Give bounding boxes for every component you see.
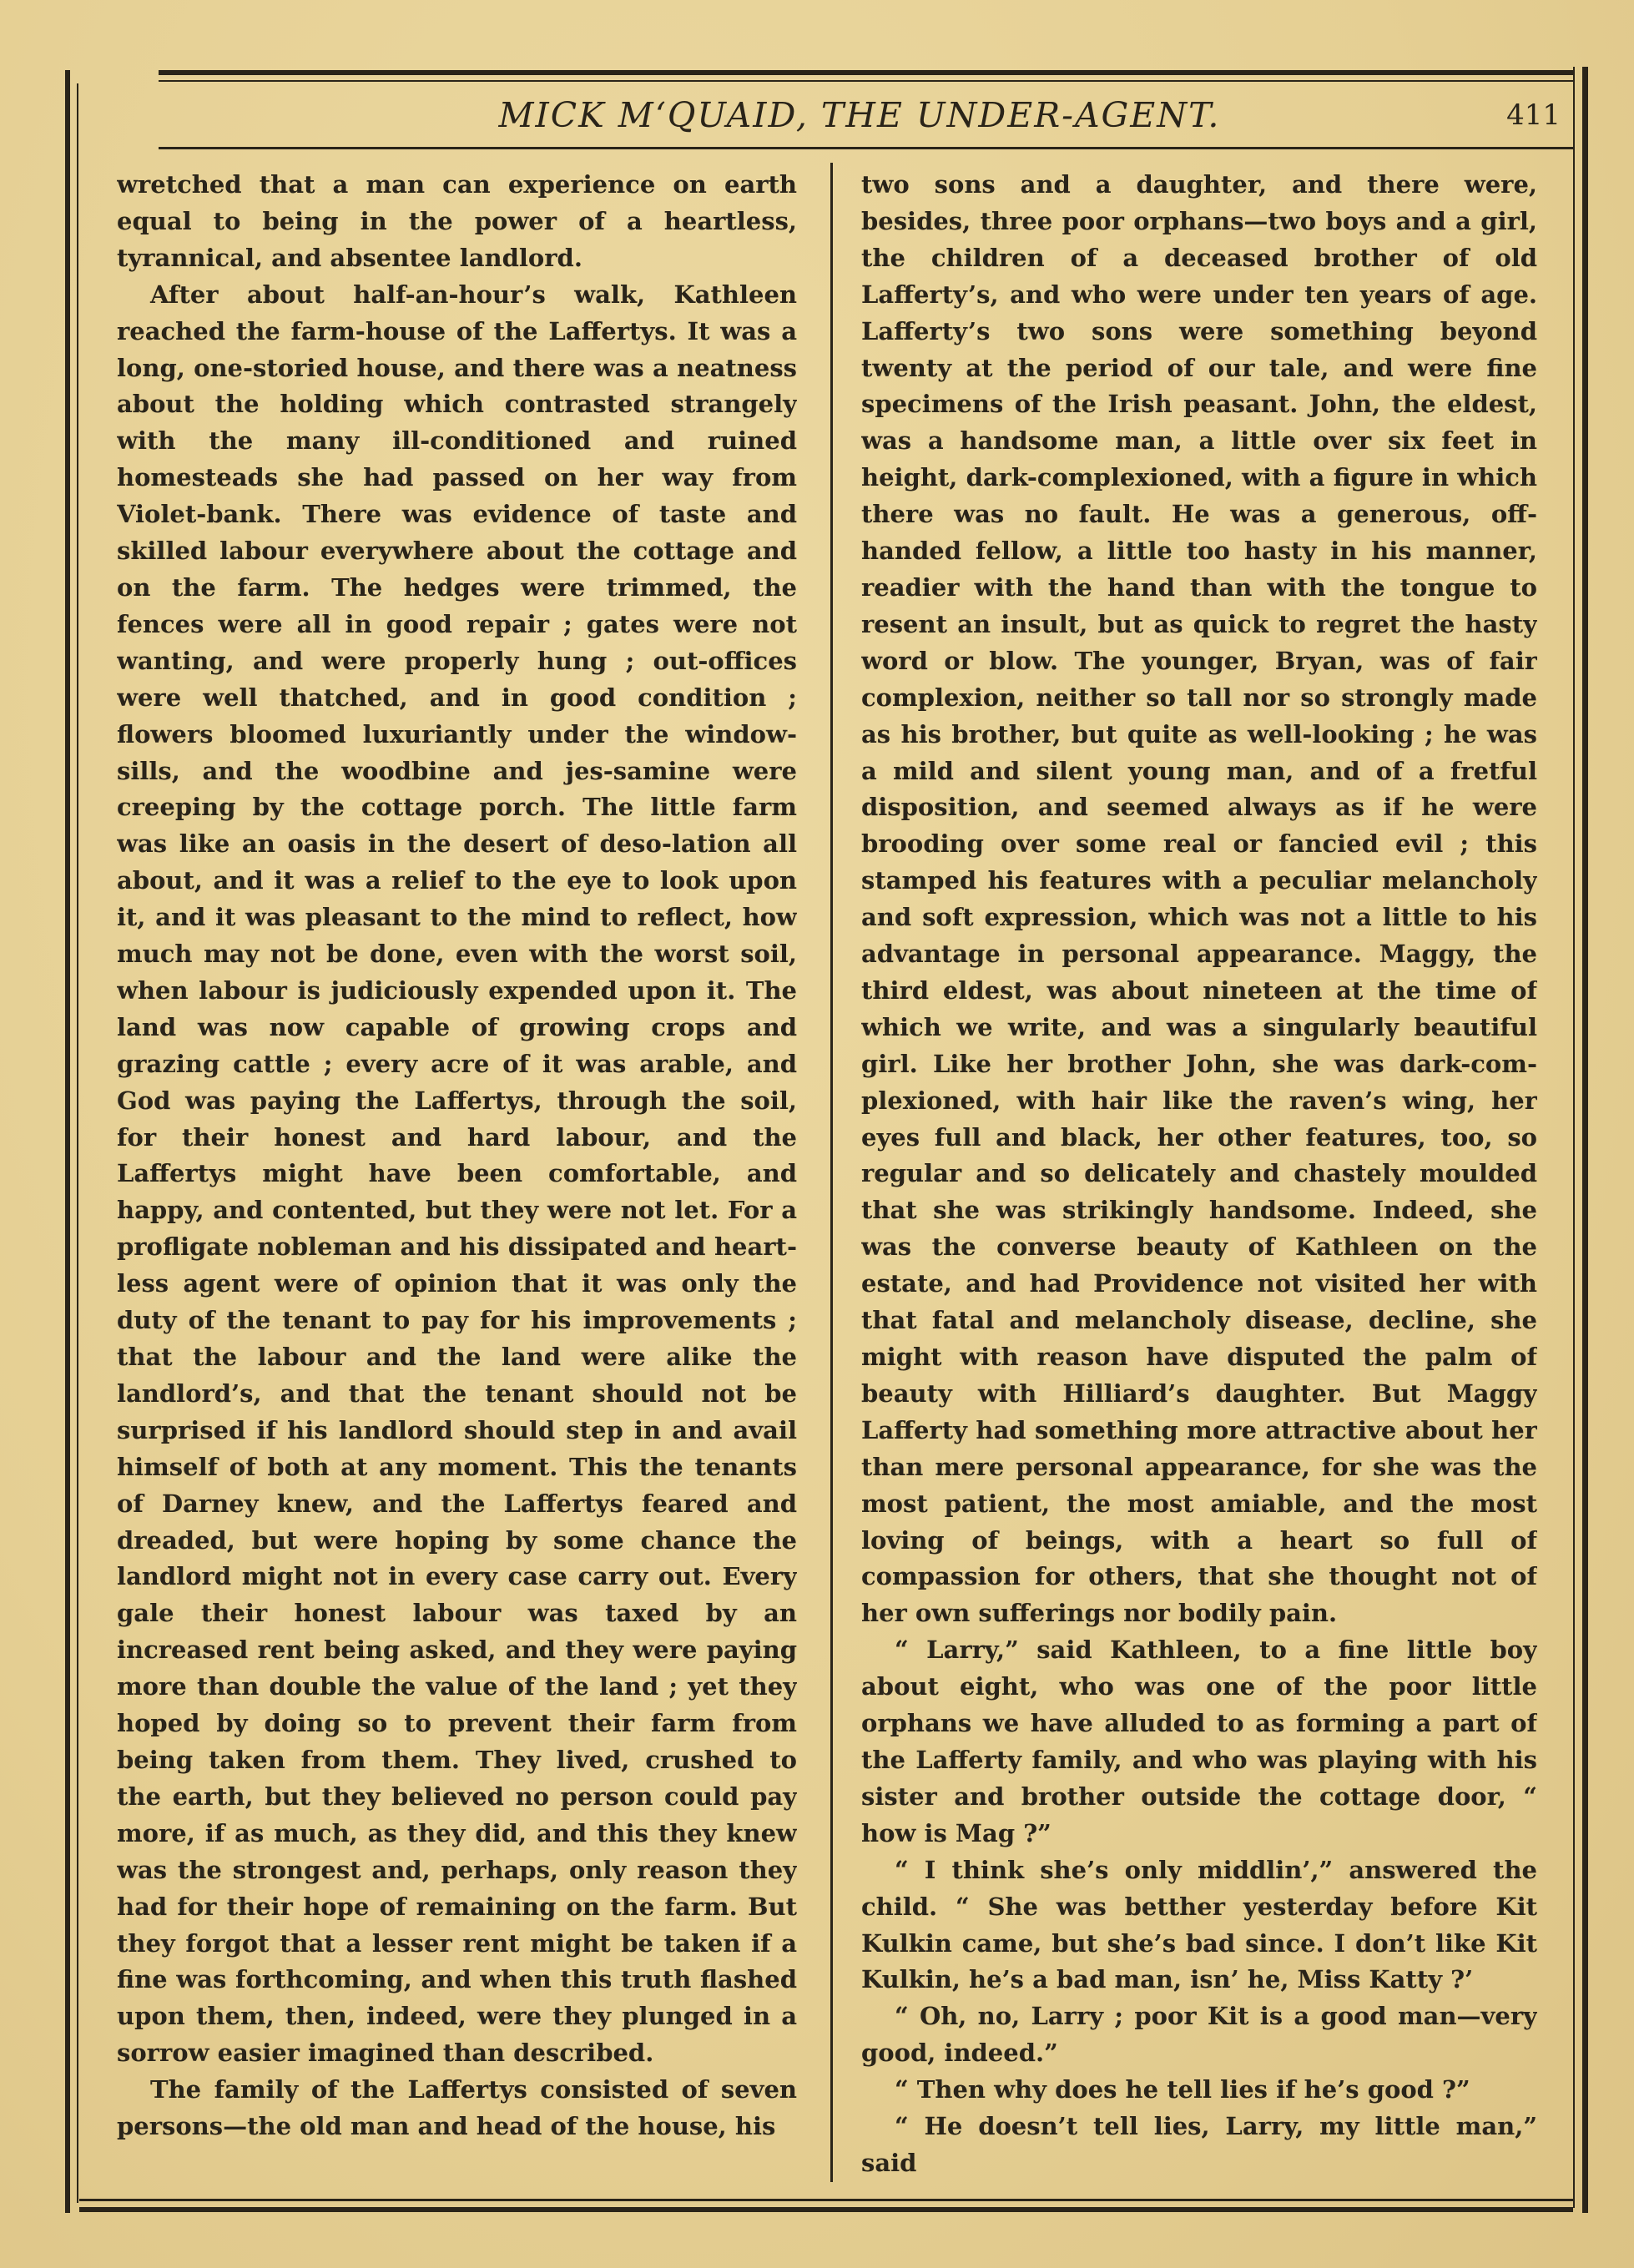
right-border-thick (1582, 67, 1588, 2213)
left-border-thick (65, 70, 70, 2213)
paragraph: “ Larry,” said Kathleen, to a fine little boy about eight, who was one of the poor little orphans we have alluded to as forming a part of the Lafferty family, and who was playing with his sister and brother outside the cottage door, “ how is Mag ?” (861, 1635, 1537, 1847)
paragraph: The family of the Laffertys consisted of seven persons—the old man and head of the house, his (117, 2075, 797, 2141)
bottom-rule-thick (79, 2207, 1573, 2212)
paragraph: After about half-an-hour’s walk, Kathleen reached the farm-house of the Laffertys. It was a long, one-storied house, and there was a neatness about the holding which contrasted strangely with the many ill-conditioned and ruined homesteads she had passed on her way from Violet-bank. There was evidence of taste and skilled labour everywhere about the cottage and on the farm. The hedges were trimmed, the fences were all in good repair ; gates were not wanting, and were properly hung ; out-offices were well thatched, and in good condition ; flowers bloomed luxuriantly under the window-sills, and the woodbine and jes-samine were creeping by the cottage porch. The little farm was like an oasis in the desert of deso-lation all about, and it was a relief to the eye to look upon it, and it was pleasant to the mind to reflect, how much may not be done, even with the worst soil, when labour is judiciously expended upon it. The land was now capable of growing crops and grazing cattle ; every acre of it was arable, and God was paying the Laffertys, through the soil, for their honest and hard labour, and the Laffertys might have been comfortable, and happy, and contented, but they were not let. For a profligate nobleman and his dissipated and heart-less agent were of opinion that it was only the duty of the tenant to pay for his improvements ; that the labour and the land were alike the landlord’s, and that the tenant should not be surprised if his landlord should step in and avail himself of both at any moment. This the tenants of Darney knew, and the Laffertys feared and dreaded, but were hoping by some chance the landlord might not in every case carry out. Every gale their honest labour was taxed by an increased rent being asked, and they were paying more than double the value of the land ; yet they hoped by doing so to prevent their farm from being taken from them. They lived, crushed to the earth, but they believed no person could pay more, if as much, as they did, and this they knew was the strongest and, perhaps, only reason they had for their hope of remaining on the farm. But they forgot that a lesser rent might be taken if a fine was forthcoming, and when this truth flashed upon them, then, indeed, were they plunged in a sorrow easier imagined than described. (117, 280, 797, 2068)
paragraph: “ Oh, no, Larry ; poor Kit is a good man—very good, indeed.” (861, 2002, 1537, 2068)
paragraph: wretched that a man can experience on earth equal to being in the power of a heartless, tyrannical, and absentee landlord. (117, 170, 797, 272)
paragraph: two sons and a daughter, and there were, besides, three poor orphans—two boys and a girl, the children of a deceased brother of old Lafferty’s, and who were under ten years of age. Lafferty’s two sons were something beyond twenty at the period of our tale, and were fine specimens of the Irish peasant. John, the eldest, was a handsome man, a little over six feet in height, dark-complexioned, with a figure in which there was no fault. He was a generous, off-handed fellow, a little too hasty in his manner, readier with the hand than with the tongue to resent an insult, but as quick to regret the hasty word or blow. The younger, Bryan, was of fair complexion, neither so tall nor so strongly made as his brother, but quite as well-looking ; he was a mild and silent young man, and of a fretful disposition, and seemed always as if he were brooding over some real or fancied evil ; this stamped his features with a peculiar melancholy and soft expression, which was not a little to his advantage in personal appearance. Maggy, the third eldest, was about nineteen at the time of which we write, and was a singularly beautiful girl. Like her brother John, she was dark-com-plexioned, with hair like the raven’s wing, her eyes full and black, her other features, too, so regular and so delicately and chastely moulded that she was strikingly handsome. Indeed, she was the converse beauty of Kathleen on the estate, and had Providence not visited her with that fatal and melancholy disease, decline, she might with reason have disputed the palm of beauty with Hilliard’s daughter. But Maggy Lafferty had something more attractive about her than mere personal appearance, for she was the most patient, the most amiable, and the most loving of beings, with a heart so full of compassion for others, that she thought not of her own sufferings nor bodily pain. (861, 170, 1537, 1628)
column-divider (830, 163, 833, 2182)
left-column (117, 167, 797, 2186)
paragraph: “ I think she’s only middlin’,” answered the child. “ She was betther yesterday before Kit Kulkin came, but she’s bad since. I don’t like Kit Kulkin, he’s a bad man, isn’ he, Miss Katty ?’ (861, 1855, 1537, 1994)
top-double-rule-thick (159, 70, 1573, 75)
paragraph: “ Then why does he tell lies if he’s good ?” (895, 2075, 1470, 2104)
top-double-rule-thin (159, 80, 1573, 82)
running-title: MICK M‘QUAID, THE UNDER-AGENT. (498, 95, 1221, 135)
paragraph: “ He doesn’t tell lies, Larry, my little man,” said (861, 2112, 1537, 2177)
right-border-thin (1573, 67, 1575, 2208)
header-underline (159, 147, 1573, 149)
bottom-rule-thin (79, 2199, 1573, 2201)
left-border-thin (77, 83, 78, 2203)
page-number: 411 (1506, 98, 1561, 132)
right-column (861, 167, 1537, 2186)
